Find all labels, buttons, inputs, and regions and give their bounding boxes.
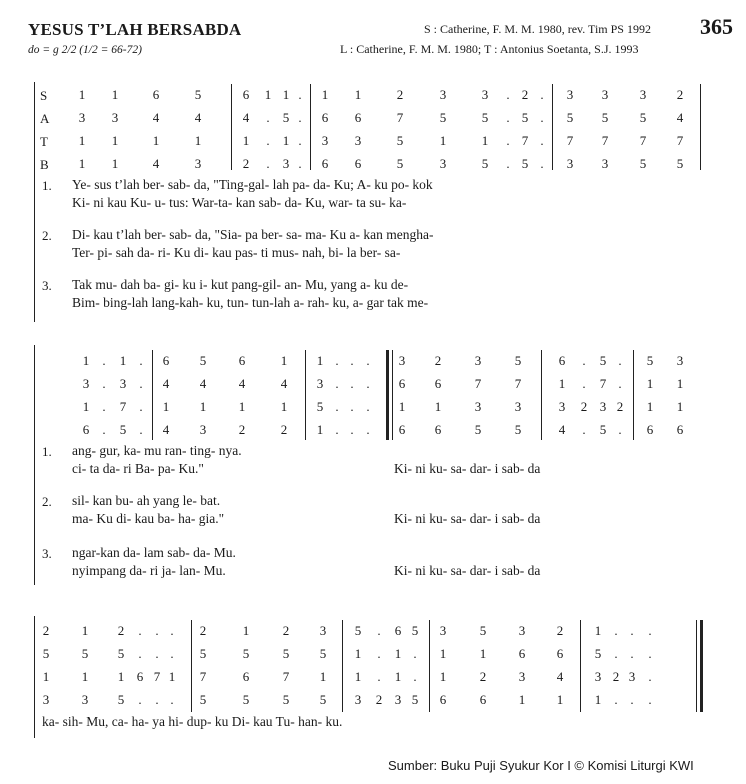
note: 3	[194, 156, 202, 171]
note: 2	[556, 623, 564, 638]
dot-rest: .	[506, 87, 510, 102]
lyric-line: Ye- sus t’lah ber- sab- da, "Ting-gal- lah pa- da- Ku; A- ku po- kok	[72, 177, 433, 192]
note: 6	[242, 87, 250, 102]
dot-rest: .	[648, 623, 652, 638]
dot-rest: .	[266, 133, 270, 148]
lyric-line: ang- gur, ka- mu ran- ting- nya.	[72, 443, 242, 458]
note: 5	[242, 692, 250, 707]
dot-rest: .	[298, 156, 302, 171]
dot-rest: .	[170, 692, 174, 707]
note: 5	[479, 623, 487, 638]
note: 1	[354, 87, 362, 102]
note: 5	[521, 156, 529, 171]
note: 7	[119, 399, 127, 414]
dot-rest: .	[139, 353, 143, 368]
dot-rest: .	[648, 692, 652, 707]
note: 5	[514, 422, 522, 437]
dot-rest: .	[139, 376, 143, 391]
lyric-line: Ki- ni kau Ku- u- tus: War-ta- kan sab- da- Ku, war- ta su- ka-	[72, 195, 407, 210]
dot-rest: .	[102, 353, 106, 368]
note: 5	[474, 422, 482, 437]
note: 6	[479, 692, 487, 707]
note: 6	[242, 669, 250, 684]
note: 2	[117, 623, 125, 638]
dot-rest: .	[618, 353, 622, 368]
note: 1	[518, 692, 526, 707]
note: 3	[514, 399, 522, 414]
dot-rest: .	[630, 646, 634, 661]
note: 4	[242, 110, 250, 125]
note: 4	[556, 669, 564, 684]
note: 5	[42, 646, 50, 661]
note: 1	[319, 669, 327, 684]
dot-rest: .	[377, 669, 381, 684]
note: 7	[599, 376, 607, 391]
note: 1	[439, 669, 447, 684]
note: 1	[82, 353, 90, 368]
note: 1	[42, 669, 50, 684]
note: 1	[162, 399, 170, 414]
dot-rest: .	[155, 692, 159, 707]
note: 3	[354, 133, 362, 148]
note: 5	[481, 156, 489, 171]
lyric-line: Ter- pi- sah da- ri- Ku di- kau pas- ti mus- nah, bi- la ber- sa-	[72, 245, 401, 260]
note: 3	[628, 669, 636, 684]
note: 7	[282, 669, 290, 684]
note: 3	[594, 669, 602, 684]
note: 5	[199, 646, 207, 661]
note: 5	[481, 110, 489, 125]
note: 1	[434, 399, 442, 414]
note: 1	[111, 87, 119, 102]
note: 3	[354, 692, 362, 707]
note: 6	[321, 156, 329, 171]
note: 5	[676, 156, 684, 171]
note: 4	[676, 110, 684, 125]
refrain-line: Ki- ni ku- sa- dar- i sab- da	[394, 511, 541, 526]
dot-rest: .	[366, 399, 370, 414]
note: 6	[82, 422, 90, 437]
note: 7	[199, 669, 207, 684]
note: 7	[514, 376, 522, 391]
note: 1	[152, 133, 160, 148]
note: 6	[398, 376, 406, 391]
dot-rest: .	[413, 646, 417, 661]
note: 5	[601, 110, 609, 125]
note: 3	[319, 623, 327, 638]
dot-rest: .	[138, 623, 142, 638]
note: 5	[117, 692, 125, 707]
note: 3	[474, 353, 482, 368]
dot-rest: .	[648, 669, 652, 684]
dot-rest: .	[350, 353, 354, 368]
verse-number: 1.	[42, 444, 52, 459]
note: 1	[242, 623, 250, 638]
note: 5	[316, 399, 324, 414]
note: 2	[580, 399, 588, 414]
note: 3	[566, 87, 574, 102]
note: 3	[42, 692, 50, 707]
dot-rest: .	[582, 353, 586, 368]
note: 5	[566, 110, 574, 125]
note: 3	[81, 692, 89, 707]
note: 2	[242, 156, 250, 171]
lyric-line: ma- Ku di- kau ba- ha- gia."	[72, 511, 225, 526]
note: 3	[481, 87, 489, 102]
note: 6	[162, 353, 170, 368]
note: 5	[396, 156, 404, 171]
lyric-line: nyimpang da- ri ja- lan- Mu.	[72, 563, 226, 578]
voice-label: S	[40, 88, 48, 103]
voice-label: T	[40, 134, 48, 149]
note: 6	[518, 646, 526, 661]
note: 1	[81, 623, 89, 638]
note: 4	[280, 376, 288, 391]
dot-rest: .	[630, 623, 634, 638]
note: 1	[78, 156, 86, 171]
dot-rest: .	[155, 646, 159, 661]
note: 6	[558, 353, 566, 368]
note: 4	[152, 110, 160, 125]
note: 1	[168, 669, 176, 684]
note: 3	[439, 156, 447, 171]
note: 2	[616, 399, 624, 414]
note: 4	[152, 156, 160, 171]
note: 1	[676, 376, 684, 391]
voice-row	[0, 692, 746, 708]
note: 5	[117, 646, 125, 661]
note: 6	[434, 376, 442, 391]
note: 5	[646, 353, 654, 368]
note: 1	[354, 646, 362, 661]
note: 5	[411, 692, 419, 707]
dot-rest: .	[377, 646, 381, 661]
dot-rest: .	[335, 422, 339, 437]
note: 6	[394, 623, 402, 638]
dot-rest: .	[614, 692, 618, 707]
dot-rest: .	[582, 422, 586, 437]
note: 5	[396, 133, 404, 148]
note: 4	[199, 376, 207, 391]
note: 5	[319, 646, 327, 661]
hymn-title: YESUS T’LAH BERSABDA	[28, 20, 242, 39]
note: 6	[439, 692, 447, 707]
note: 1	[280, 399, 288, 414]
note: 7	[676, 133, 684, 148]
note: 6	[136, 669, 144, 684]
note: 3	[282, 156, 290, 171]
verse-number: 3.	[42, 278, 52, 293]
note: 1	[646, 399, 654, 414]
hymn-number: 365	[700, 14, 733, 39]
lyric-line: Bim- bing-lah lang-kah- ku, tun- tun-lah a- rah- ku, a- gar tak me-	[72, 295, 429, 310]
note: 2	[396, 87, 404, 102]
note: 1	[111, 156, 119, 171]
dot-rest: .	[266, 156, 270, 171]
dot-rest: .	[614, 646, 618, 661]
note: 5	[639, 156, 647, 171]
note: 1	[82, 399, 90, 414]
dot-rest: .	[266, 110, 270, 125]
note: 1	[594, 623, 602, 638]
dot-rest: .	[335, 353, 339, 368]
note: 1	[321, 87, 329, 102]
note: 6	[676, 422, 684, 437]
verse-number: 1.	[42, 178, 52, 193]
note: 1	[78, 133, 86, 148]
composer-credit: S : Catherine, F. M. M. 1980, rev. Tim PS 1992	[424, 22, 651, 36]
note: 6	[556, 646, 564, 661]
note: 1	[242, 133, 250, 148]
note: 4	[238, 376, 246, 391]
note: 1	[481, 133, 489, 148]
note: 6	[238, 353, 246, 368]
note: 2	[280, 422, 288, 437]
dot-rest: .	[298, 110, 302, 125]
note: 4	[162, 422, 170, 437]
note: 7	[153, 669, 161, 684]
verse-number: 2.	[42, 228, 52, 243]
note: 5	[411, 623, 419, 638]
note: 1	[119, 353, 127, 368]
note: 1	[282, 87, 290, 102]
dot-rest: .	[618, 422, 622, 437]
note: 3	[398, 353, 406, 368]
note: 5	[81, 646, 89, 661]
note: 1	[117, 669, 125, 684]
tempo-marking: do = g 2/2 (1/2 = 66-72)	[28, 44, 142, 56]
dot-rest: .	[102, 376, 106, 391]
note: 3	[119, 376, 127, 391]
note: 3	[676, 353, 684, 368]
note: 1	[479, 646, 487, 661]
note: 1	[194, 133, 202, 148]
note: 1	[282, 133, 290, 148]
note: 3	[111, 110, 119, 125]
note: 5	[354, 623, 362, 638]
note: 1	[78, 87, 86, 102]
lyric-line: ka- sih- Mu, ca- ha- ya hi- dup- ku Di- kau Tu- han- ku.	[42, 714, 343, 729]
note: 5	[119, 422, 127, 437]
note: 5	[194, 87, 202, 102]
dot-rest: .	[102, 399, 106, 414]
dot-rest: .	[366, 422, 370, 437]
note: 6	[354, 156, 362, 171]
note: 2	[434, 353, 442, 368]
dot-rest: .	[138, 646, 142, 661]
note: 7	[566, 133, 574, 148]
note: 1	[111, 133, 119, 148]
note: 4	[194, 110, 202, 125]
note: 2	[375, 692, 383, 707]
note: 6	[152, 87, 160, 102]
note: 1	[676, 399, 684, 414]
note: 5	[439, 110, 447, 125]
note: 6	[321, 110, 329, 125]
note: 4	[558, 422, 566, 437]
note: 1	[394, 646, 402, 661]
note: 1	[354, 669, 362, 684]
note: 1	[556, 692, 564, 707]
note: 1	[316, 422, 324, 437]
note: 3	[474, 399, 482, 414]
note: 5	[282, 692, 290, 707]
dot-rest: .	[139, 399, 143, 414]
note: 5	[521, 110, 529, 125]
dot-rest: .	[506, 133, 510, 148]
note: 5	[514, 353, 522, 368]
note: 7	[601, 133, 609, 148]
note: 3	[599, 399, 607, 414]
note: 7	[474, 376, 482, 391]
note: 3	[566, 156, 574, 171]
note: 3	[82, 376, 90, 391]
note: 6	[354, 110, 362, 125]
voice-label: A	[40, 111, 50, 126]
note: 2	[612, 669, 620, 684]
lyrics-credit: L : Catherine, F. M. M. 1980; T : Antonius Soetanta, S.J. 1993	[340, 42, 639, 56]
note: 1	[646, 376, 654, 391]
lyric-line: Di- kau t’lah ber- sab- da, "Sia- pa ber- sa- ma- Ku a- kan mengha-	[72, 227, 434, 242]
lyric-line: Tak mu- dah ba- gi- ku i- kut pang-gil- an- Mu, yang a- ku de-	[72, 277, 409, 292]
note: 3	[601, 156, 609, 171]
note: 5	[242, 646, 250, 661]
voice-row	[0, 623, 746, 639]
note: 2	[479, 669, 487, 684]
dot-rest: .	[506, 110, 510, 125]
verse-number: 2.	[42, 494, 52, 509]
note: 7	[639, 133, 647, 148]
note: 6	[434, 422, 442, 437]
dot-rest: .	[506, 156, 510, 171]
note: 1	[398, 399, 406, 414]
note: 7	[521, 133, 529, 148]
lyric-line: ngar-kan da- lam sab- da- Mu.	[72, 545, 236, 560]
note: 3	[394, 692, 402, 707]
lyric-line: sil- kan bu- ah yang le- bat.	[72, 493, 221, 508]
note: 6	[398, 422, 406, 437]
dot-rest: .	[170, 646, 174, 661]
dot-rest: .	[350, 422, 354, 437]
note: 3	[439, 623, 447, 638]
note: 5	[594, 646, 602, 661]
note: 3	[518, 669, 526, 684]
note: 1	[199, 399, 207, 414]
note: 5	[282, 110, 290, 125]
dot-rest: .	[335, 399, 339, 414]
note: 1	[316, 353, 324, 368]
dot-rest: .	[170, 623, 174, 638]
dot-rest: .	[540, 87, 544, 102]
dot-rest: .	[540, 110, 544, 125]
note: 3	[518, 623, 526, 638]
dot-rest: .	[138, 692, 142, 707]
note: 2	[42, 623, 50, 638]
note: 2	[282, 623, 290, 638]
note: 3	[439, 87, 447, 102]
note: 3	[321, 133, 329, 148]
note: 3	[601, 87, 609, 102]
note: 5	[319, 692, 327, 707]
note: 2	[238, 422, 246, 437]
source-credit: Sumber: Buku Puji Syukur Kor I © Komisi Liturgi KWI	[388, 758, 694, 773]
note: 1	[280, 353, 288, 368]
note: 2	[521, 87, 529, 102]
note: 6	[646, 422, 654, 437]
refrain-line: Ki- ni ku- sa- dar- i sab- da	[394, 563, 541, 578]
dot-rest: .	[298, 133, 302, 148]
voice-row	[0, 646, 746, 662]
note: 3	[78, 110, 86, 125]
dot-rest: .	[540, 133, 544, 148]
note: 5	[199, 692, 207, 707]
note: 5	[282, 646, 290, 661]
note: 7	[396, 110, 404, 125]
note: 1	[394, 669, 402, 684]
note: 1	[238, 399, 246, 414]
dot-rest: .	[139, 422, 143, 437]
refrain-line: Ki- ni ku- sa- dar- i sab- da	[394, 461, 541, 476]
note: 2	[676, 87, 684, 102]
note: 1	[558, 376, 566, 391]
dot-rest: .	[614, 623, 618, 638]
note: 3	[639, 87, 647, 102]
dot-rest: .	[350, 376, 354, 391]
dot-rest: .	[648, 646, 652, 661]
note: 5	[599, 353, 607, 368]
dot-rest: .	[298, 87, 302, 102]
note: 1	[439, 646, 447, 661]
dot-rest: .	[377, 623, 381, 638]
dot-rest: .	[540, 156, 544, 171]
voice-label: B	[40, 157, 49, 172]
note: 1	[264, 87, 272, 102]
note: 1	[594, 692, 602, 707]
dot-rest: .	[366, 376, 370, 391]
note: 1	[81, 669, 89, 684]
note: 5	[599, 422, 607, 437]
dot-rest: .	[366, 353, 370, 368]
note: 3	[316, 376, 324, 391]
dot-rest: .	[350, 399, 354, 414]
dot-rest: .	[102, 422, 106, 437]
dot-rest: .	[413, 669, 417, 684]
voice-row	[0, 669, 746, 685]
note: 1	[439, 133, 447, 148]
note: 3	[558, 399, 566, 414]
note: 4	[162, 376, 170, 391]
dot-rest: .	[582, 376, 586, 391]
note: 5	[199, 353, 207, 368]
note: 5	[639, 110, 647, 125]
dot-rest: .	[618, 376, 622, 391]
note: 2	[199, 623, 207, 638]
dot-rest: .	[155, 623, 159, 638]
dot-rest: .	[630, 692, 634, 707]
verse-number: 3.	[42, 546, 52, 561]
note: 3	[199, 422, 207, 437]
lyric-line: ci- ta da- ri Ba- pa- Ku."	[72, 461, 204, 476]
dot-rest: .	[335, 376, 339, 391]
